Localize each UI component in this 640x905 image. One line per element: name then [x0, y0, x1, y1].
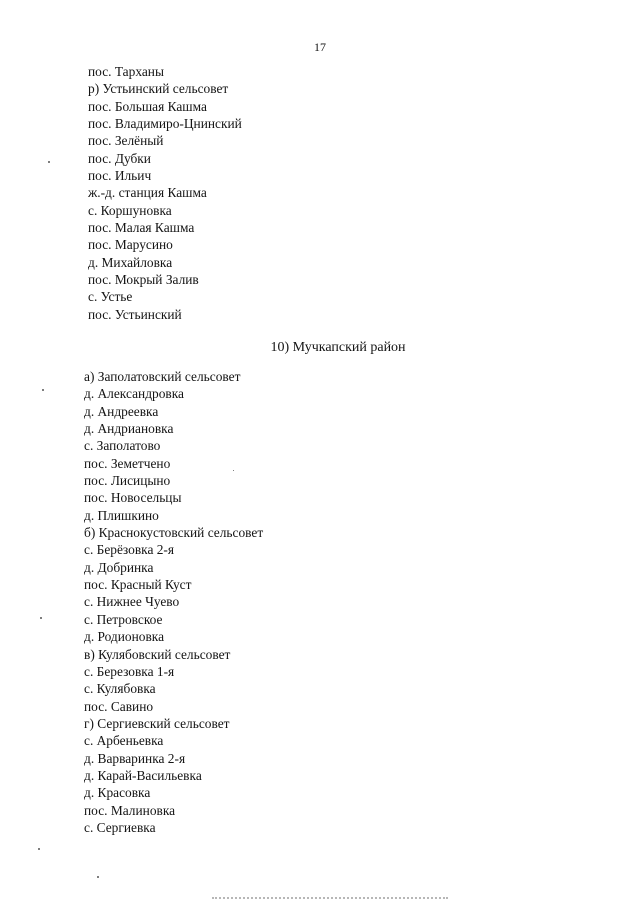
- section-title: 10) Мучкапский район: [270, 340, 406, 355]
- list-item: д. Красовка: [84, 785, 151, 801]
- list-item: пос. Владимиро-Цнинский: [88, 116, 242, 132]
- list-item: д. Александровка: [84, 386, 184, 402]
- list-item: д. Родионовка: [84, 629, 165, 645]
- list-item: а) Заполатовский сельсовет: [84, 369, 241, 384]
- list-item: пос. Зелёный: [88, 133, 164, 149]
- list-item: пос. Лисицыно: [84, 473, 171, 489]
- list-item: пос. Малиновка: [84, 802, 176, 818]
- list-item: пос. Большая Кашма: [88, 98, 207, 114]
- list-item: ж.-д. станция Кашма: [88, 185, 207, 201]
- list-item: с. Петровское: [84, 611, 163, 627]
- list-item: пос. Дубки: [88, 150, 151, 166]
- list-item: пос. Устьинский: [88, 306, 182, 322]
- list-item: пос. Ильич: [88, 168, 152, 184]
- list-item: д. Михайловка: [88, 254, 173, 270]
- list-item: пос. Малая Кашма: [88, 220, 195, 236]
- list-item: с. Кулябовка: [84, 681, 156, 697]
- list-item: с. Берёзовка 2-я: [84, 542, 175, 558]
- list-item: с. Сергиевка: [84, 819, 156, 835]
- scan-speck: [48, 161, 50, 163]
- list-item: д. Добринка: [84, 559, 154, 575]
- list-item: д. Плишкино: [84, 507, 159, 523]
- list-item: р) Устьинский сельсовет: [88, 81, 229, 97]
- list-item: б) Краснокустовский сельсовет: [84, 525, 264, 541]
- list-item: с. Заполатово: [84, 438, 161, 454]
- list-item: с. Арбеньевка: [84, 733, 164, 749]
- scan-edge-noise: [212, 897, 448, 902]
- list-item: с. Березовка 1-я: [84, 663, 175, 679]
- page-number: 17: [314, 40, 326, 54]
- list-item: пос. Марусино: [88, 237, 173, 253]
- list-item: пос. Тарханы: [88, 64, 164, 79]
- list-item: пос. Земетчено: [84, 455, 171, 471]
- scan-speck: [40, 617, 42, 619]
- list-item: с. Коршуновка: [88, 202, 172, 218]
- list-item: д. Андреевка: [84, 403, 159, 419]
- list-item: с. Устье: [88, 289, 133, 305]
- list-item: г) Сергиевский сельсовет: [84, 715, 230, 731]
- scan-speck: [38, 848, 40, 850]
- list-item: пос. Савино: [84, 698, 154, 714]
- scan-speck: [42, 389, 44, 391]
- locality-list-top: [88, 63, 242, 323]
- list-item: в) Кулябовский сельсовет: [84, 646, 231, 662]
- list-item: д. Карай-Васильевка: [84, 767, 202, 783]
- scan-speck: [233, 470, 234, 471]
- list-item: д. Варваринка 2-я: [84, 750, 186, 766]
- locality-list-bottom: [84, 368, 263, 836]
- scan-speck: [97, 876, 99, 878]
- list-item: д. Андриановка: [84, 421, 174, 437]
- list-item: пос. Мокрый Залив: [88, 272, 199, 288]
- list-item: с. Нижнее Чуево: [84, 594, 180, 610]
- list-item: пос. Красный Куст: [84, 577, 192, 593]
- list-item: пос. Новосельцы: [84, 490, 182, 506]
